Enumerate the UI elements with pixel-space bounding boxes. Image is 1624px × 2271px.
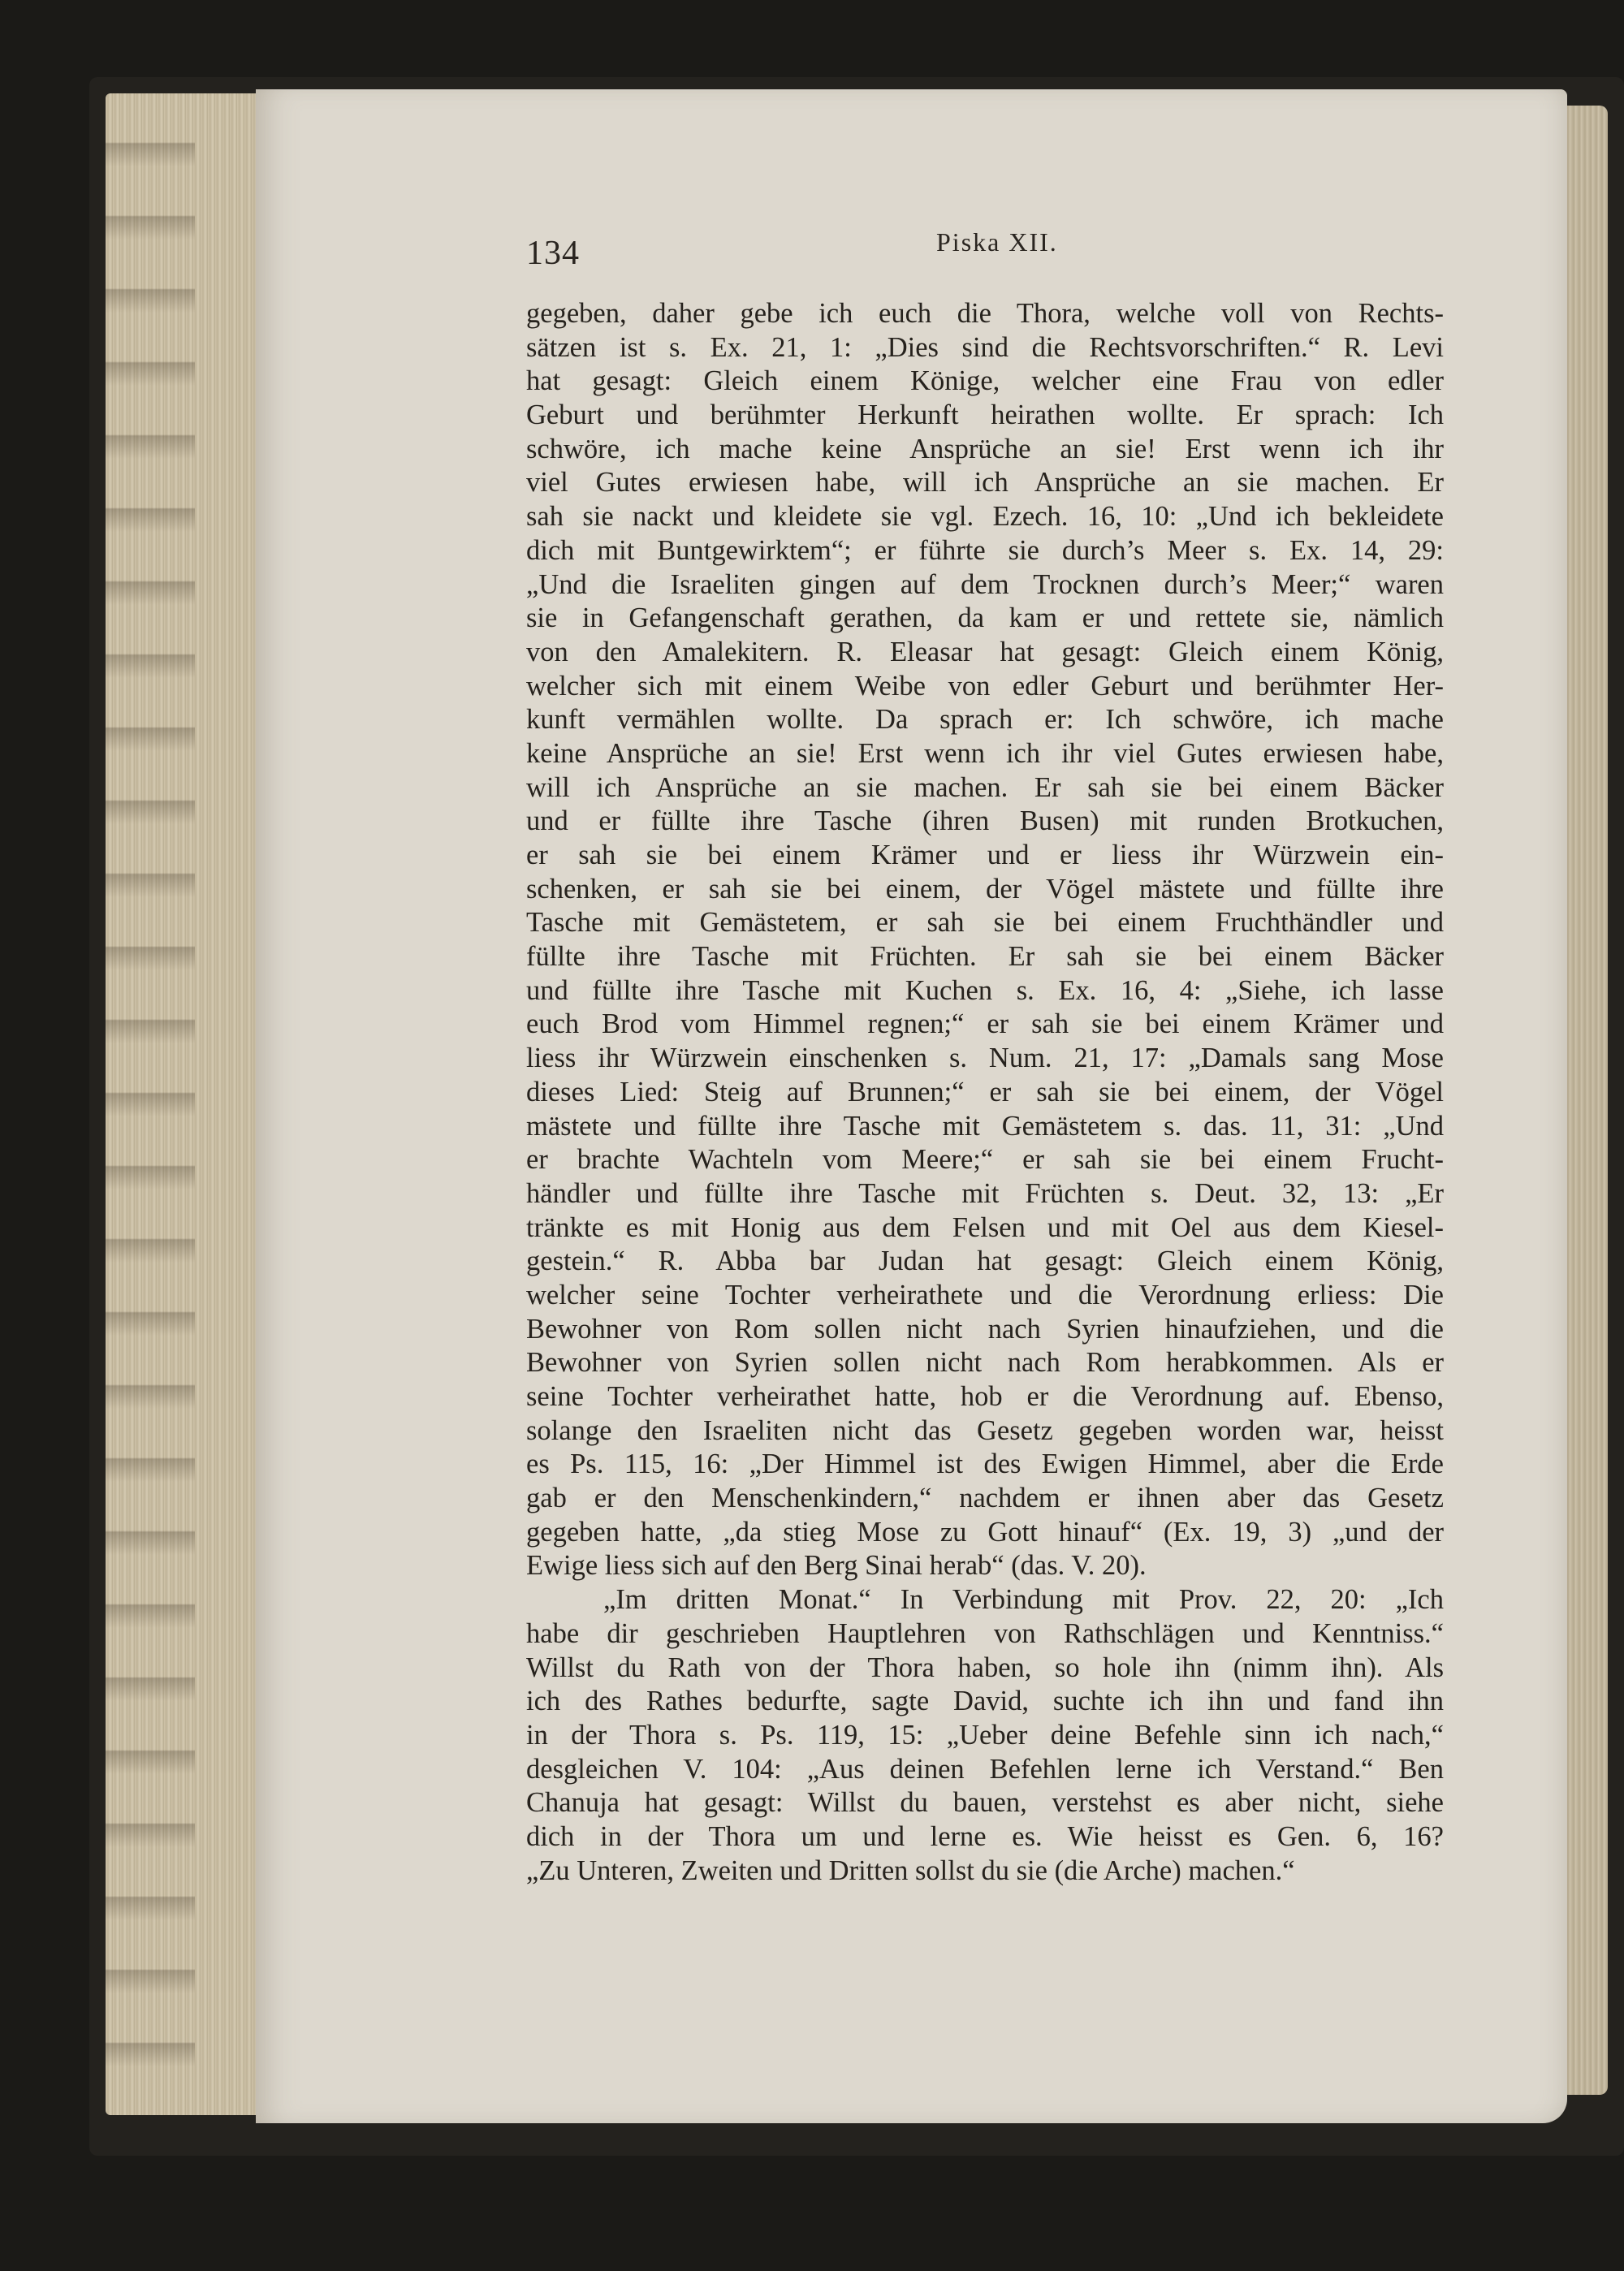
text-line: desgleichen V. 104: „Aus deinen Befehlen lerne ich Verstand.“ Ben: [526, 1753, 1444, 1785]
text-line: gab er den Menschenkindern,“ nachdem er ihnen aber das Gesetz: [526, 1483, 1444, 1514]
text-line: schwöre, ich mache keine Ansprüche an sie! Erst wenn ich ihr: [526, 433, 1444, 464]
text-line: dieses Lied: Steig auf Brunnen;“ er sah sie bei einem, der Vögel: [526, 1076, 1444, 1107]
text-line: Willst du Rath von der Thora haben, so hole ihn (nimm ihn). Als: [526, 1651, 1444, 1683]
text-line: kunft vermählen wollte. Da sprach er: Ich schwöre, ich mache: [526, 704, 1444, 736]
text-line: Geburt und berühmter Herkunft heirathen wollte. Er sprach: Ich: [526, 399, 1444, 431]
text-line: er sah sie bei einem Krämer und er liess ihr Würzwein ein-: [526, 840, 1444, 870]
text-line: füllte ihre Tasche mit Früchten. Er sah sie bei einem Bäcker: [526, 941, 1444, 973]
text-line: will ich Ansprüche an sie machen. Er sah sie bei einem Bäcker: [526, 771, 1444, 803]
text-line: Ewige liess sich auf den Berg Sinai herab“ (das. V. 20).: [526, 1550, 1147, 1582]
text-line: „Zu Unteren, Zweiten und Dritten sollst du sie (die Arche) machen.“: [526, 1854, 1295, 1886]
text-line: sätzen ist s. Ex. 21, 1: „Dies sind die Rechtsvorschriften.“ R. Levi: [526, 331, 1444, 363]
text-line: und füllte ihre Tasche mit Kuchen s. Ex. 16, 4: „Siehe, ich lasse: [526, 974, 1444, 1006]
text-line: sah sie nackt und kleidete sie vgl. Ezech. 16, 10: „Und ich bekleidete: [526, 501, 1444, 533]
text-line: er brachte Wachteln vom Meere;“ er sah sie bei einem Frucht-: [526, 1144, 1444, 1176]
text-line: von den Amalekitern. R. Eleasar hat gesagt: Gleich einem König,: [526, 636, 1444, 667]
text-line: welcher seine Tochter verheirathete und die Verordnung erliess: Die: [526, 1279, 1444, 1310]
text-line: es Ps. 115, 16: „Der Himmel ist des Ewigen Himmel, aber die Erde: [526, 1449, 1444, 1480]
text-line: händler und füllte ihre Tasche mit Früchten s. Deut. 32, 13: „Er: [526, 1177, 1444, 1209]
text-line: in der Thora s. Ps. 119, 15: „Ueber deine Befehle sinn ich nach,“: [526, 1719, 1444, 1751]
text-line: habe dir geschrieben Hauptlehren von Rathschlägen und Kenntniss.“: [526, 1617, 1444, 1649]
text-line: sie in Gefangenschaft gerathen, da kam er und rettete sie, nämlich: [526, 602, 1444, 634]
text-line: euch Brod vom Himmel regnen;“ er sah sie bei einem Krämer und: [526, 1008, 1444, 1040]
text-line: gestein.“ R. Abba bar Judan hat gesagt: Gleich einem König,: [526, 1246, 1444, 1277]
text-line: Bewohner von Rom sollen nicht nach Syrien hinaufziehen, und die: [526, 1313, 1444, 1345]
text-line: solange den Israeliten nicht das Gesetz gegeben worden war, heisst: [526, 1414, 1444, 1446]
text-line: dich in der Thora um und lerne es. Wie heisst es Gen. 6, 16?: [526, 1820, 1444, 1852]
page-number: 134: [526, 235, 580, 272]
page-header: [526, 227, 1444, 284]
text-line: welcher sich mit einem Weibe von edler Geburt und berühmter Her-: [526, 670, 1444, 702]
text-line: liess ihr Würzwein einschenken s. Num. 21, 17: „Damals sang Mose: [526, 1043, 1444, 1074]
text-line: schenken, er sah sie bei einem, der Vögel mästete und füllte ihre: [526, 873, 1444, 905]
fore-edge-print: [106, 93, 195, 2115]
text-line: ich des Rathes bedurfte, sagte David, suchte ich ihn und fand ihn: [526, 1686, 1444, 1717]
text-line: hat gesagt: Gleich einem Könige, welcher eine Frau von edler: [526, 365, 1444, 397]
text-line: gegeben, daher gebe ich euch die Thora, welche voll von Rechts-: [526, 298, 1444, 329]
text-line: tränkte es mit Honig aus dem Felsen und mit Oel aus dem Kiesel-: [526, 1211, 1444, 1243]
text-line: Chanuja hat gesagt: Willst du bauen, verstehst es aber nicht, siehe: [526, 1787, 1444, 1819]
text-line: „Im dritten Monat.“ In Verbindung mit Prov. 22, 20: „Ich: [603, 1584, 1444, 1616]
text-line: mästete und füllte ihre Tasche mit Gemästetem s. das. 11, 31: „Und: [526, 1110, 1444, 1142]
text-line: Bewohner von Syrien sollen nicht nach Rom herabkommen. Als er: [526, 1347, 1444, 1379]
text-line: Tasche mit Gemästetem, er sah sie bei einem Fruchthändler und: [526, 907, 1444, 939]
running-head: Piska XII.: [936, 227, 1058, 257]
text-line: dich mit Buntgewirktem“; er führte sie durch’s Meer s. Ex. 14, 29:: [526, 534, 1444, 566]
body-text: [526, 297, 1444, 1888]
text-line: keine Ansprüche an sie! Erst wenn ich ihr viel Gutes erwiesen habe,: [526, 737, 1444, 769]
text-line: „Und die Israeliten gingen auf dem Trocknen durch’s Meer;“ waren: [526, 568, 1444, 600]
text-line: und er füllte ihre Tasche (ihren Busen) mit runden Brotkuchen,: [526, 805, 1444, 837]
text-line: viel Gutes erwiesen habe, will ich Ansprüche an sie machen. Er: [526, 467, 1444, 499]
text-line: seine Tochter verheirathet hatte, hob er die Verordnung auf. Ebenso,: [526, 1381, 1444, 1412]
text-line: gegeben hatte, „da stieg Mose zu Gott hinauf“ (Ex. 19, 3) „und der: [526, 1516, 1444, 1548]
